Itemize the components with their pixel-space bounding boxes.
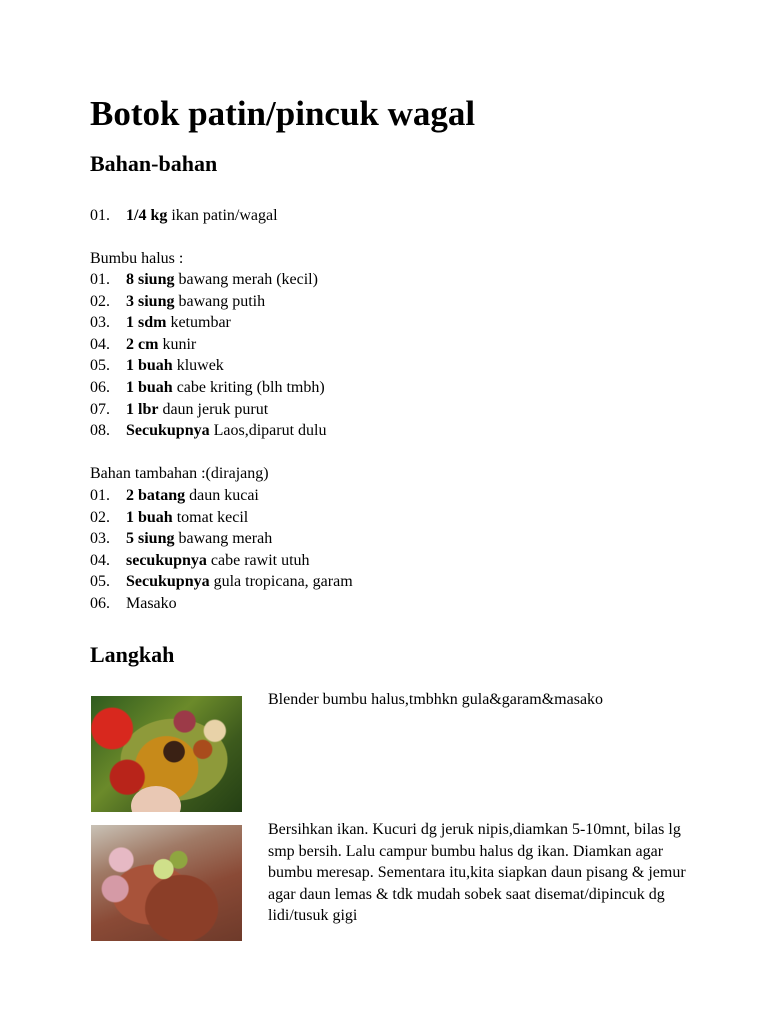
item-number: 02. [90, 292, 110, 310]
item-quantity: 2 batang [126, 487, 186, 504]
item-quantity: 1 buah [126, 508, 173, 526]
item-name: bawang merah (kecil) [174, 271, 318, 288]
list-item [90, 312, 326, 334]
list-item [90, 571, 353, 593]
item-quantity: 1 sdm [126, 314, 167, 332]
item-quantity: 1/4 kg [126, 207, 168, 224]
item-quantity: Secukupnya [126, 573, 210, 591]
list-item [90, 593, 353, 615]
item-name: gula tropicana, garam [209, 573, 353, 591]
list-item [90, 269, 326, 291]
item-number: 04. [90, 335, 110, 353]
item-number: 06. [90, 594, 110, 612]
list-item [90, 334, 326, 356]
list-item [90, 507, 353, 529]
list-item [90, 355, 326, 377]
item-number: 04. [90, 551, 110, 569]
item-quantity: Secukupnya [126, 422, 210, 440]
item-quantity: 1 buah [126, 378, 173, 396]
item-number: 01. [90, 207, 110, 224]
item-quantity: 1 buah [126, 357, 173, 375]
item-number: 01. [90, 487, 110, 504]
list-item [90, 399, 326, 421]
item-name: kluwek [172, 357, 224, 375]
list-item [90, 550, 353, 572]
item-quantity: secukupnya [126, 551, 207, 569]
item-number: 07. [90, 400, 110, 418]
list-item [90, 291, 326, 313]
item-quantity: 3 siung [126, 292, 175, 310]
bumbu-list [90, 269, 326, 442]
ingredients-heading: Bahan-bahan [90, 151, 218, 176]
item-name: kunir [158, 335, 197, 353]
list-item [90, 485, 353, 507]
item-number: 01. [90, 271, 110, 288]
item-name: bawang merah [174, 530, 273, 548]
list-item [90, 377, 326, 399]
step-1-photo [91, 696, 242, 812]
item-name: ketumbar [166, 314, 231, 332]
item-name: daun kucai [185, 487, 259, 504]
item-name: ikan patin/wagal [167, 207, 278, 224]
item-name: cabe kriting (blh tmbh) [172, 378, 325, 396]
item-name: daun jeruk purut [158, 400, 269, 418]
item-quantity: 1 lbr [126, 400, 159, 418]
item-quantity: 8 siung [126, 271, 175, 288]
step-2-text: Bersihkan ikan. Kucuri dg jeruk nipis,diamkan 5-10mnt, bilas lg smp bersih. Lalu campur bumbu halus dg ikan. Diamkan agar bumbu meresap. Sementara itu,kita siapkan daun pisang & jemur agar daun lemas & tdk mudah sobek saat disemat/dipincuk dg lidi/tusuk gigi [268, 821, 686, 925]
hand-shape [131, 786, 181, 812]
item-number: 06. [90, 378, 110, 396]
item-name: Masako [126, 594, 177, 612]
recipe-title: Botok patin/pincuk wagal [90, 94, 476, 133]
item-name: Laos,diparut dulu [209, 422, 327, 440]
item-number: 03. [90, 530, 110, 548]
steps-heading: Langkah [90, 642, 175, 667]
item-number: 05. [90, 573, 110, 591]
step-2-photo [91, 825, 242, 941]
list-item [90, 528, 353, 550]
item-number: 05. [90, 357, 110, 375]
item-quantity: 2 cm [126, 335, 159, 353]
item-number: 02. [90, 508, 110, 526]
step-1-text: Blender bumbu halus,tmbhkn gula&garam&masako [268, 691, 604, 708]
item-number: 03. [90, 314, 110, 332]
item-number: 08. [90, 422, 110, 440]
bumbu-label: Bumbu halus : [90, 250, 184, 267]
item-name: bawang putih [174, 292, 266, 310]
tambahan-label: Bahan tambahan :(dirajang) [90, 465, 269, 482]
tambahan-list [90, 485, 353, 615]
item-name: cabe rawit utuh [206, 551, 310, 569]
item-name: tomat kecil [172, 508, 249, 526]
item-quantity: 5 siung [126, 530, 175, 548]
main-ingredient-list [90, 205, 278, 227]
list-item [90, 420, 326, 442]
list-item [90, 205, 278, 227]
